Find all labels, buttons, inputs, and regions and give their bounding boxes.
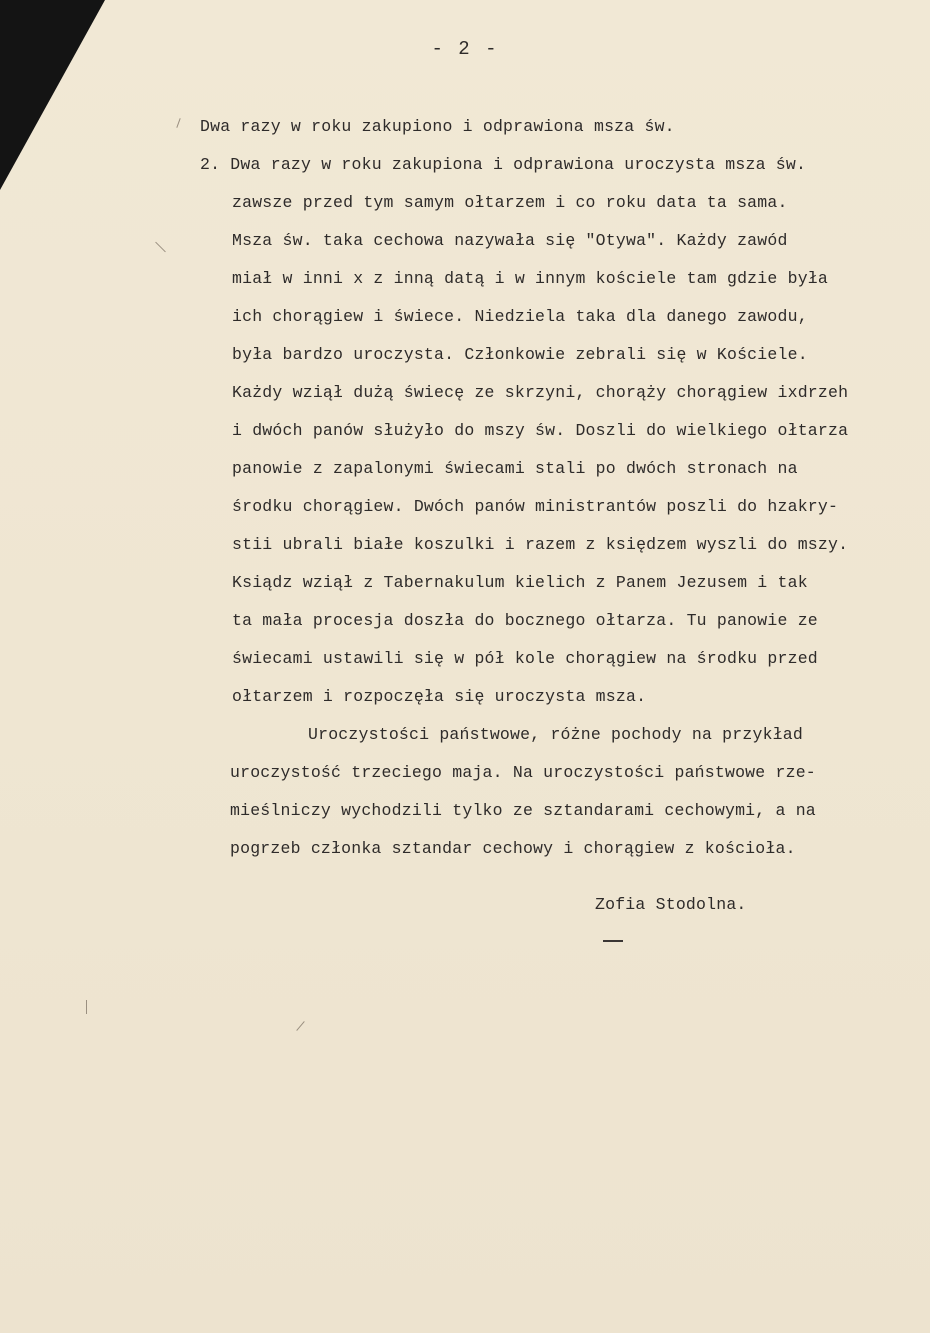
text-line: Każdy wziął dużą świecę ze skrzyni, chorąży chorągiew ixdrzeh: [232, 383, 849, 402]
text-line: ich chorągiew i świece. Niedziela taka dla danego zawodu,: [232, 307, 808, 326]
text-line: Msza św. taka cechowa nazywała się "Otywa". Każdy zawód: [232, 231, 788, 250]
text-line: uroczystość trzeciego maja. Na uroczystości państwowe rze-: [230, 763, 816, 782]
text-line: i dwóch panów służyło do mszy św. Doszli do wielkiego ołtarza: [232, 421, 849, 440]
paper-mark: [296, 1021, 304, 1031]
text-line: ołtarzem i rozpoczęła się uroczysta msza.: [232, 687, 647, 706]
text-line: środku chorągiew. Dwóch panów ministrantów poszli do hzakry-: [232, 497, 839, 516]
text-line: Ksiądz wziął z Tabernakulum kielich z Panem Jezusem i tak: [232, 573, 808, 592]
text-line: pogrzeb członka sztandar cechowy i chorągiew z kościoła.: [230, 839, 796, 858]
closing-dash-mark: [603, 940, 623, 942]
text-line: ta mała procesja doszła do bocznego ołtarza. Tu panowie ze: [232, 611, 818, 630]
text-line: zawsze przed tym samym ołtarzem i co roku data ta sama.: [232, 193, 788, 212]
text-line: panowie z zapalonymi świecami stali po dwóch stronach na: [232, 459, 798, 478]
text-line: stii ubrali białe koszulki i razem z księdzem wyszli do mszy.: [232, 535, 849, 554]
paper-mark: [176, 118, 180, 128]
text-line: mieślniczy wychodzili tylko ze sztandarami cechowymi, a na: [230, 801, 816, 820]
text-line: 2. Dwa razy w roku zakupiona i odprawiona uroczysta msza św.: [200, 155, 807, 174]
page-number: - 2 -: [431, 38, 499, 60]
text-line: Uroczystości państwowe, różne pochody na przykład: [308, 725, 803, 744]
text-line: była bardzo uroczysta. Członkowie zebrali się w Kościele.: [232, 345, 808, 364]
paper-mark: [86, 1000, 87, 1014]
signature: Zofia Stodolna.: [595, 895, 747, 914]
paper-mark: [155, 242, 166, 253]
text-line: świecami ustawili się w pół kole chorągiew na środku przed: [232, 649, 818, 668]
text-line: miał w inni x z inną datą i w innym kościele tam gdzie była: [232, 269, 828, 288]
text-line: Dwa razy w roku zakupiono i odprawiona msza św.: [200, 117, 675, 136]
scan-corner-shadow: [0, 0, 105, 190]
